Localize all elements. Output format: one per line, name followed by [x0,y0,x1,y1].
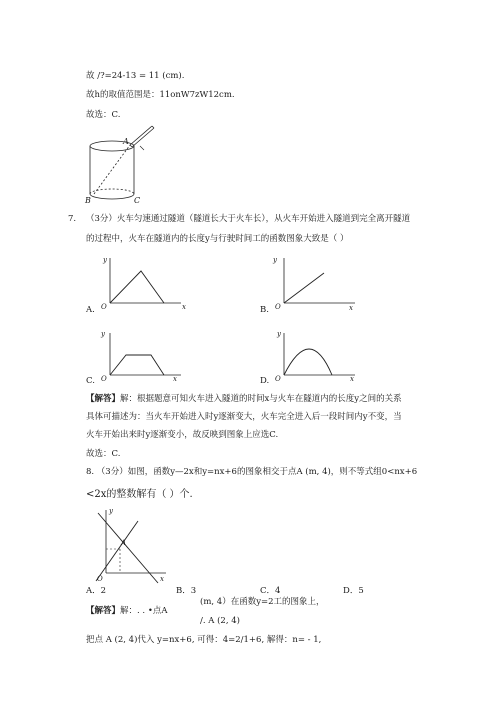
cylinder-figure [82,124,182,204]
option-d-label: D. [260,376,270,386]
option-c-graph [86,323,196,385]
axis-x-label: x [349,304,353,312]
text-line: 故 /?=24-13 = 11 (cm). [86,71,185,81]
answer-text [86,395,402,404]
answer-text: 火车开始出来时y逐渐变小，故反映到图象上应选C. [86,430,279,440]
point-a-label: A [121,539,127,547]
axis-x-label: x [173,375,177,383]
origin-label: O [97,575,103,583]
text-line: 故h的取值范围是：11onW7zW12cm. [86,90,235,100]
answer-tag: 【解答】 [86,606,121,616]
answer-text: 把点 A (2, 4)代入 y=nx+6, 可得：4=2/1+6, 解得：n= - 1, [86,635,322,645]
option-b-graph [260,253,370,315]
text-line: 故选：C. [86,110,121,120]
question-text: （3分）火车匀速通过隧道（隧道长大于火车长），从火车开始进入隧道到完全离开隧道 [86,214,411,224]
option-b-label: B. [260,305,269,315]
choice-c: C．4 [260,586,281,596]
answer-text: 具体可描述为：当火车开始进入时y逐渐变大，火车完全进入后一段时间内y不变，当 [86,412,402,422]
origin-label: O [101,303,107,311]
axis-x-label: x [182,303,186,311]
choice-a: A．2 [86,586,107,596]
question-text: 8. （3分）如图，函数y—2x和y=nx+6的图象相交于点A (m, 4)，则不等式组0<nx+6 [86,467,418,477]
axis-y-label: y [101,330,105,338]
choice-b: B．3 [176,586,197,596]
origin-label: O [101,375,107,383]
option-c-label: C. [86,376,95,386]
axis-y-label: y [109,507,113,515]
question-text: 的过程中，火车在隧道内的长度y与行驶时间工的函数图象大致是（ ） [86,234,349,244]
answer-body: 解：. . •点A [120,606,168,616]
answer-body: 解：根据题意可知火车进入隧道的时间x与火车在隧道内的长度y之间的关系 [120,394,402,404]
label-b: B [85,196,91,205]
axis-x-label: x [350,375,354,383]
axis-y-label: y [103,256,107,264]
question-number: 7. [68,214,77,224]
q8-graph [86,505,176,583]
axis-x-label: x [160,575,164,583]
label-c: C [134,196,141,205]
axis-y-label: y [273,256,277,264]
option-a-graph [86,253,196,315]
origin-label: O [275,303,281,311]
answer-text [86,607,167,616]
answer-text: (m, 4）在函数y=2工的图象上， [200,597,325,607]
label-a: A [123,137,129,146]
question-text: <2x的整数解有（ ）个. [86,489,193,500]
choice-d: D．5 [343,586,364,596]
answer-text: 故选：C. [86,449,121,459]
answer-tag: 【解答】 [86,394,121,404]
option-d-graph [260,323,370,385]
answer-text: /. A (2, 4) [200,616,240,626]
option-a-label: A. [86,305,95,315]
axis-y-label: y [277,330,281,338]
origin-label: O [275,375,281,383]
